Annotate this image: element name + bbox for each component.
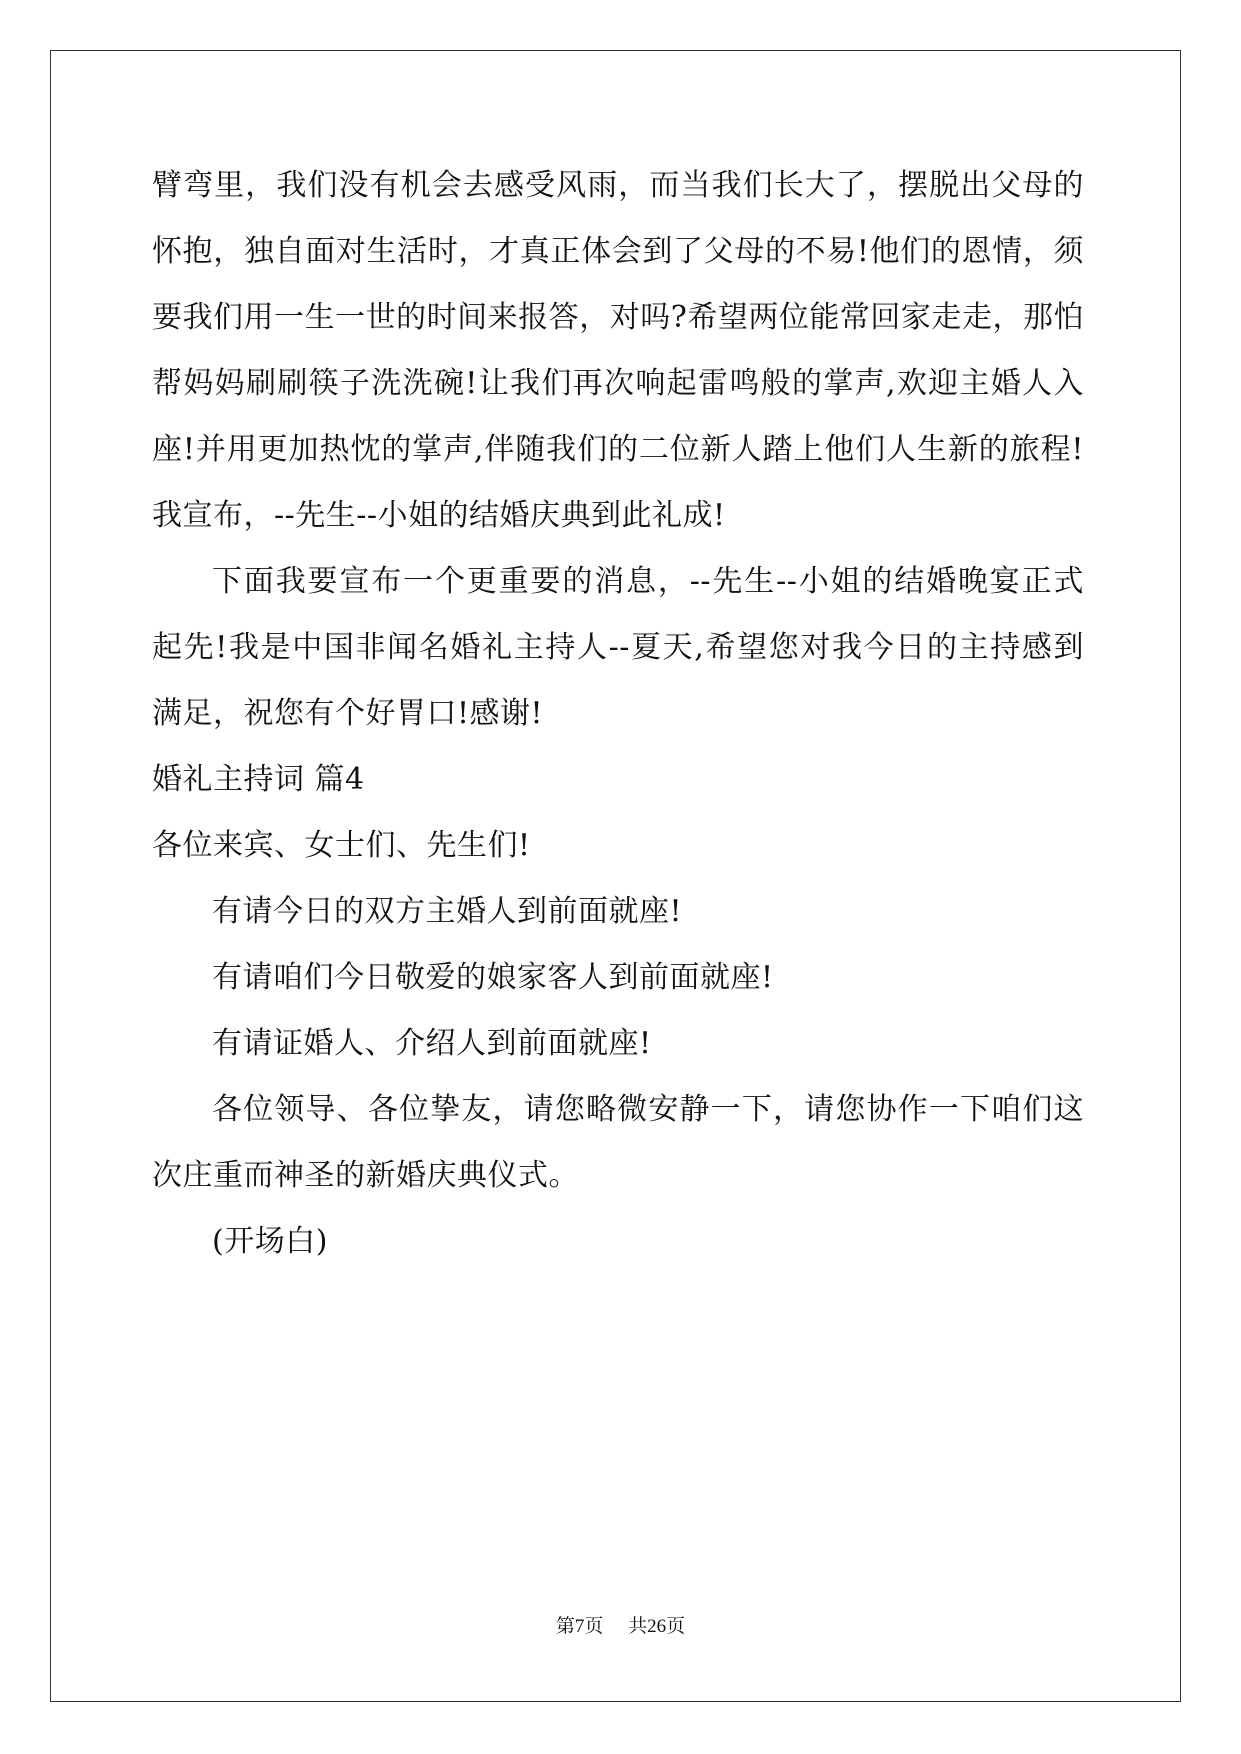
paragraph-line: 有请今日的双方主婚人到前面就座! xyxy=(212,894,683,929)
paragraph-line: 满足，祝您有个好胃口!感谢! xyxy=(152,696,544,731)
page-footer xyxy=(0,1615,1241,1639)
paragraph-line: 各位领导、各位挚友，请您略微安静一下，请您协作一下咱们这 xyxy=(212,1092,1084,1127)
paragraph-line: 有请咱们今日敬爱的娘家客人到前面就座! xyxy=(212,960,774,995)
paragraph-line: (开场白) xyxy=(212,1224,328,1259)
paragraph-line: 次庄重而神圣的新婚庆典仪式。 xyxy=(152,1158,579,1193)
paragraph-line: 起先!我是中国非闻名婚礼主持人--夏天,希望您对我今日的主持感到 xyxy=(152,630,1084,665)
page-number-current: 第7页 xyxy=(555,1616,604,1637)
paragraph-line: 要我们用一生一世的时间来报答，对吗?希望两位能常回家走走，那怕 xyxy=(152,300,1084,335)
paragraph-line: 我宣布，--先生--小姐的结婚庆典到此礼成! xyxy=(152,498,726,533)
paragraph-line: 怀抱，独自面对生活时，才真正体会到了父母的不易!他们的恩情，须 xyxy=(152,234,1084,269)
section-heading: 婚礼主持词 篇4 xyxy=(152,762,365,797)
page-number-total: 共26页 xyxy=(628,1616,686,1637)
paragraph-line: 下面我要宣布一个更重要的消息，--先生--小姐的结婚晚宴正式 xyxy=(212,564,1084,599)
paragraph-line: 臂弯里，我们没有机会去感受风雨，而当我们长大了，摆脱出父母的 xyxy=(152,168,1084,203)
paragraph-line: 有请证婚人、介绍人到前面就座! xyxy=(212,1026,652,1061)
paragraph-line: 座!并用更加热忱的掌声,伴随我们的二位新人踏上他们人生新的旅程! xyxy=(152,432,1084,467)
paragraph-line: 各位来宾、女士们、先生们! xyxy=(152,828,531,863)
paragraph-line: 帮妈妈刷刷筷子洗洗碗!让我们再次响起雷鸣般的掌声,欢迎主婚人入 xyxy=(152,366,1084,401)
